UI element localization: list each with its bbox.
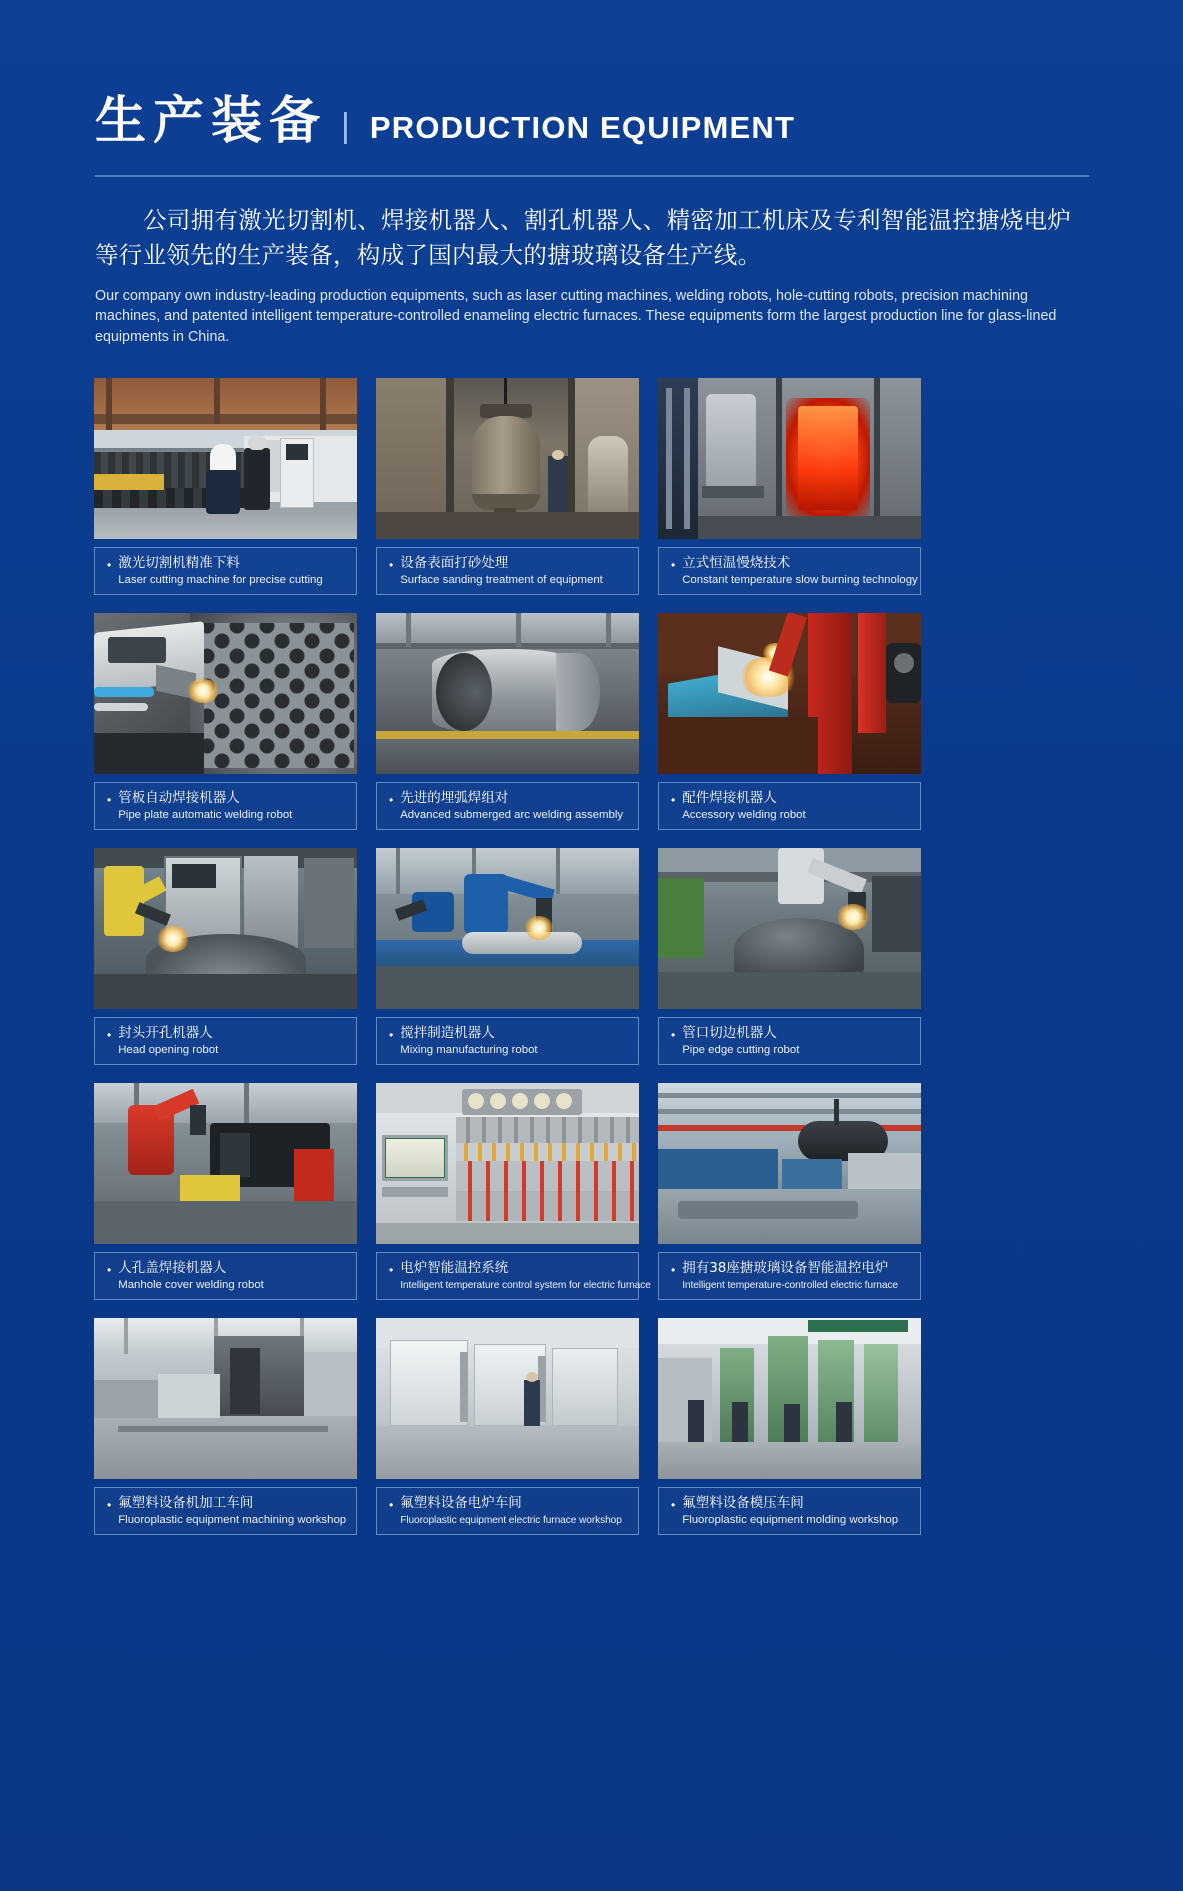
photo-submerged-arc-welding (376, 613, 639, 774)
equipment-card[interactable] (376, 848, 639, 1065)
equipment-card[interactable] (94, 1318, 357, 1535)
caption-cn: 搅拌制造机器人 (400, 1024, 495, 1041)
caption-cn: 封头开孔机器人 (118, 1024, 213, 1041)
caption (376, 1017, 639, 1065)
equipment-card[interactable] (94, 1083, 357, 1300)
caption-cn: 拥有38座搪玻璃设备智能温控电炉 (682, 1259, 889, 1276)
caption-en: Accessory welding robot (682, 808, 806, 821)
caption-cn: 配件焊接机器人 (682, 789, 777, 806)
caption-en: Fluoroplastic equipment electric furnace workshop (400, 1514, 622, 1526)
caption-cn: 管板自动焊接机器人 (118, 789, 240, 806)
photo-electric-furnace-workshop (376, 1318, 639, 1479)
caption (658, 1017, 921, 1065)
page-title-en: PRODUCTION EQUIPMENT (369, 110, 796, 145)
photo-head-opening-robot (94, 848, 357, 1009)
bullet-icon: • (107, 792, 112, 807)
caption (658, 1487, 921, 1535)
bullet-icon: • (389, 792, 394, 807)
equipment-card[interactable] (376, 1318, 639, 1535)
caption (94, 782, 357, 830)
caption (376, 782, 639, 830)
caption (376, 1487, 639, 1535)
equipment-card[interactable] (376, 378, 639, 595)
equipment-card[interactable] (376, 1083, 651, 1300)
caption-en: Intelligent temperature-controlled electric furnace (682, 1279, 898, 1291)
bullet-icon: • (107, 1497, 112, 1512)
bullet-icon: • (671, 557, 676, 572)
photo-intelligent-electric-furnace (658, 1083, 921, 1244)
page-header (0, 0, 1183, 177)
caption-en: Pipe edge cutting robot (682, 1043, 800, 1056)
caption (94, 1017, 357, 1065)
bullet-icon: • (671, 792, 676, 807)
intro-block (0, 177, 1183, 348)
equipment-card[interactable] (94, 848, 357, 1065)
equipment-card[interactable] (658, 848, 921, 1065)
caption-cn: 管口切边机器人 (682, 1024, 777, 1041)
caption (658, 782, 921, 830)
caption-cn: 设备表面打砂处理 (400, 554, 509, 571)
caption-cn: 立式恒温慢烧技术 (682, 554, 791, 571)
photo-manhole-cover-welding-robot (94, 1083, 357, 1244)
caption-en: Surface sanding treatment of equipment (400, 573, 603, 586)
caption-en: Intelligent temperature control system for electric furnace (400, 1279, 651, 1291)
bullet-icon: • (671, 1262, 676, 1277)
caption (94, 1252, 357, 1300)
caption-cn: 激光切割机精准下料 (118, 554, 240, 571)
page-title-cn: 生产装备 (95, 92, 328, 151)
bullet-icon: • (389, 1262, 394, 1277)
caption-en: Pipe plate automatic welding robot (118, 808, 293, 821)
caption-cn: 人孔盖焊接机器人 (118, 1259, 227, 1276)
photo-pipe-edge-cutting-robot (658, 848, 921, 1009)
photo-machining-workshop (94, 1318, 357, 1479)
caption (658, 547, 921, 595)
photo-accessory-welding-robot (658, 613, 921, 774)
bullet-icon: • (389, 1027, 394, 1042)
caption-cn: 氟塑料设备电炉车间 (400, 1494, 522, 1511)
caption-cn: 氟塑料设备机加工车间 (118, 1494, 254, 1511)
bullet-icon: • (671, 1497, 676, 1512)
caption (94, 547, 357, 595)
photo-constant-temp-furnace (658, 378, 921, 539)
bullet-icon: • (107, 557, 112, 572)
equipment-grid (94, 378, 1089, 1535)
bullet-icon: • (671, 1027, 676, 1042)
photo-pipe-plate-welding-robot (94, 613, 357, 774)
photo-molding-workshop (658, 1318, 921, 1479)
caption-en: Advanced submerged arc welding assembly (400, 808, 624, 821)
photo-temperature-control-system (376, 1083, 639, 1244)
caption-en: Fluoroplastic equipment machining workshop (118, 1513, 347, 1526)
photo-laser-cutting (94, 378, 357, 539)
intro-text-cn: 公司拥有激光切割机、焊接机器人、割孔机器人、精密加工机床及专利智能温控搪烧电炉等行业领先的生产装备，构成了国内最大的搪玻璃设备生产线。 (95, 206, 1072, 270)
equipment-card[interactable] (94, 613, 357, 830)
caption-cn: 氟塑料设备模压车间 (682, 1494, 804, 1511)
equipment-card[interactable] (658, 1318, 921, 1535)
bullet-icon: • (107, 1027, 112, 1042)
equipment-card[interactable] (658, 378, 921, 595)
caption-cn: 电炉智能温控系统 (400, 1259, 509, 1276)
title-row (95, 92, 1088, 151)
caption-en: Fluoroplastic equipment molding workshop (682, 1513, 899, 1526)
equipment-card[interactable] (94, 378, 357, 595)
caption-en: Mixing manufacturing robot (400, 1043, 538, 1056)
caption (376, 1252, 651, 1300)
caption (376, 547, 639, 595)
caption-en: Head opening robot (118, 1043, 219, 1056)
equipment-card[interactable] (658, 613, 921, 830)
intro-text-en: Our company own industry-leading production equipments, such as laser cutting machines, welding robots, hole-cutting robots, precision machining machines, and patented intelligent temperature-controlled enameling electric furnaces. These equipments form the largest production line for glass-lined equipments in China. (95, 287, 1057, 345)
caption-en: Constant temperature slow burning technology (682, 573, 918, 586)
equipment-card[interactable] (658, 1083, 921, 1300)
bullet-icon: • (389, 1497, 394, 1512)
caption-cn: 先进的埋弧焊组对 (400, 789, 509, 806)
bullet-icon: • (389, 557, 394, 572)
bullet-icon: • (107, 1262, 112, 1277)
caption (658, 1252, 921, 1300)
caption-en: Laser cutting machine for precise cutting (118, 573, 323, 586)
equipment-card[interactable] (376, 613, 639, 830)
title-separator: | (341, 107, 350, 145)
photo-surface-sanding (376, 378, 639, 539)
caption-en: Manhole cover welding robot (118, 1278, 264, 1291)
caption (94, 1487, 357, 1535)
photo-mixing-manufacturing-robot (376, 848, 639, 1009)
